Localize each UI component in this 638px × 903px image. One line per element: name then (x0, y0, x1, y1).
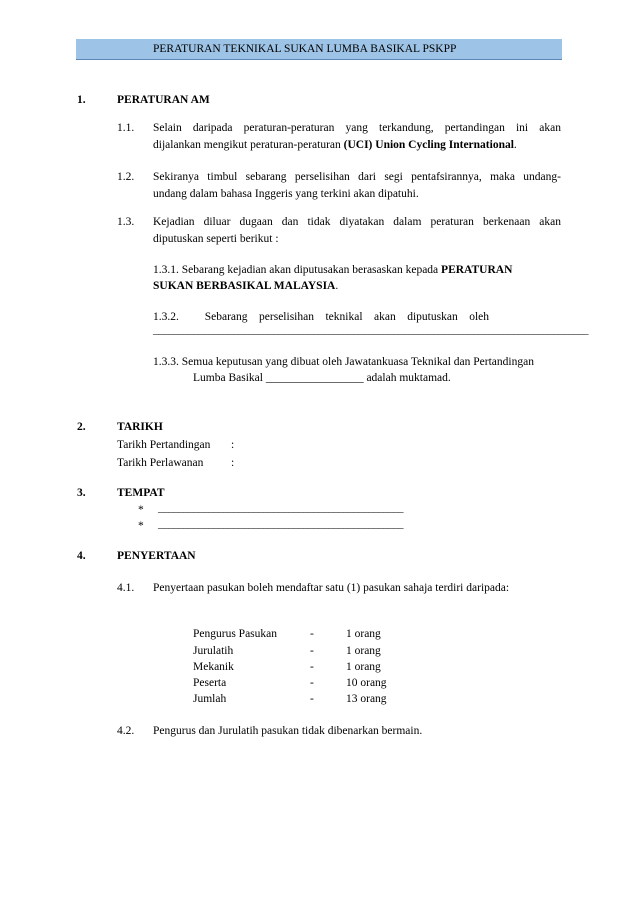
section-3-number: 3. (77, 487, 86, 499)
item-1-3-1-text: 1.3.1. Sebarang kejadian akan diputusakan berasaskan kepada (153, 264, 442, 276)
item-1-3-line1: Kejadian diluar dugaan dan tidak diyatakan dalam peraturan berkenaan akan (153, 216, 561, 228)
item-1-3-number: 1.3. (117, 216, 135, 228)
tarikh-perlawanan-label: Tarikh Perlawanan (117, 457, 204, 469)
table-row-role: Jurulatih (193, 645, 234, 657)
table-row-role: Mekanik (193, 661, 234, 673)
table-row-sep: - (310, 677, 314, 689)
table-row-count: 1 orang (346, 628, 381, 640)
item-1-1-line2-text: dijalankan mengikut peraturan-peraturan (153, 139, 344, 151)
item-1-2-line2: undang dalam bahasa Inggeris yang terkini akan dipatuhi. (153, 188, 419, 200)
item-1-1-line1: Selain daripada peraturan-peraturan yang terkandung, pertandingan ini akan (153, 122, 561, 134)
tarikh-pertandingan-label: Tarikh Pertandingan (117, 439, 211, 451)
item-1-3-line2: diputuskan seperti berikut : (153, 233, 279, 245)
item-1-3-1-line2 (153, 278, 561, 295)
item-4-2-text: Pengurus dan Jurulatih pasukan tidak dibenarkan bermain. (153, 725, 423, 737)
section-1-number: 1. (77, 94, 86, 106)
table-row-sep: - (310, 645, 314, 657)
item-1-3-1-end: . (335, 280, 339, 292)
table-row-role: Peserta (193, 677, 227, 689)
table-row-role: Jumlah (193, 693, 227, 705)
item-1-3-2-line1: 1.3.2. Sebarang perselisihan teknikal akan diputuskan oleh (153, 311, 489, 323)
item-1-3-1-line1 (153, 262, 561, 279)
section-1-title: PERATURAN AM (117, 94, 210, 106)
table-row-count: 1 orang (346, 661, 381, 673)
item-1-2-number: 1.2. (117, 171, 135, 183)
bullet-2: * (138, 520, 144, 532)
bullet-1: * (138, 504, 144, 516)
table-row-role: Pengurus Pasukan (193, 628, 278, 640)
tempat-blank-line-1: _________________________________________________ (158, 502, 403, 514)
item-1-3-1-bold: PERATURAN (441, 264, 513, 276)
item-1-2-line1: Sekiranya timbul sebarang perselisihan dari segi pentafsirannya, maka undang- (153, 171, 561, 183)
table-row-count: 1 orang (346, 645, 381, 657)
tarikh-perlawanan-sep: : (231, 457, 235, 469)
item-4-2-number: 4.2. (117, 725, 135, 737)
section-3-title: TEMPAT (117, 487, 165, 499)
item-4-1-text: Penyertaan pasukan boleh mendaftar satu (1) pasukan sahaja terdiri daripada: (153, 582, 510, 594)
table-row-sep: - (310, 661, 314, 673)
item-1-3-3-line2: Lumba Basikal _________________ adalah muktamad. (193, 372, 451, 384)
item-1-3-1-bold-2: SUKAN BERBASIKAL MALAYSIA (153, 280, 336, 292)
item-1-3-3-line1: 1.3.3. Semua keputusan yang dibuat oleh Jawatankuasa Teknikal dan Pertandingan (153, 356, 534, 368)
page-header: PERATURAN TEKNIKAL SUKAN LUMBA BASIKAL PSKPP (76, 39, 562, 60)
item-1-1-line2-end: . (513, 139, 517, 151)
item-1-1-number: 1.1. (117, 122, 135, 134)
section-2-title: TARIKH (117, 421, 163, 433)
table-row-sep: - (310, 693, 314, 705)
table-row-count: 10 orang (346, 677, 387, 689)
section-2-number: 2. (77, 421, 86, 433)
item-1-1-line2 (153, 137, 561, 154)
item-4-1-number: 4.1. (117, 582, 135, 594)
table-row-sep: - (310, 628, 314, 640)
section-4-title: PENYERTAAN (117, 550, 196, 562)
section-4-number: 4. (77, 550, 86, 562)
item-1-3-2-blank-line: _______________________________________________________________________________________ (153, 324, 588, 336)
tarikh-pertandingan-sep: : (231, 439, 235, 451)
table-row-count: 13 orang (346, 693, 387, 705)
uci-reference: (UCI) Union Cycling International (343, 139, 514, 151)
tempat-blank-line-2: _________________________________________________ (158, 518, 403, 530)
